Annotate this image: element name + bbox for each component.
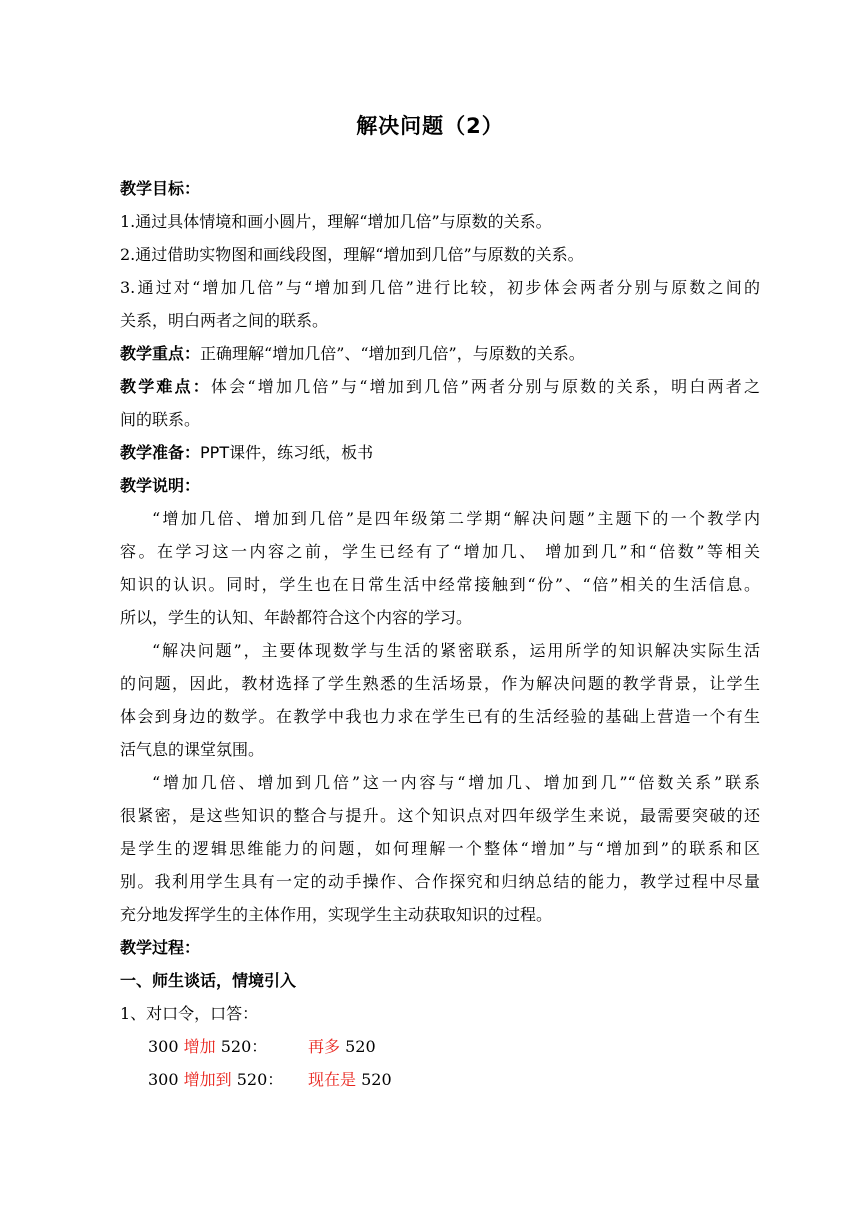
key-point [120, 337, 760, 370]
drill-row [120, 1063, 760, 1096]
objective-item: 3.通过对“增加几倍”与“增加到几倍”进行比较，初步体会两者分别与原数之间的 [120, 278, 760, 297]
key-point-label: 教学重点： [120, 344, 201, 363]
preparation-ppt: PPT [200, 443, 230, 462]
drill-answer-number: 520 [340, 1037, 376, 1056]
key-point-text: 正确理解“增加几倍”、“增加到几倍”，与原数的关系。 [200, 344, 585, 363]
paragraph-line: 充分地发挥学生的主体作用，实现学生主动获取知识的过程。 [120, 905, 553, 924]
drill-answer [308, 1030, 376, 1063]
preparation-text: 课件，练习纸，板书 [229, 443, 374, 462]
objective-item: 2.通过借助实物图和画线段图，理解“增加到几倍”与原数的关系。 [120, 245, 584, 264]
paragraph-line: “增加几倍、增加到几倍”这一内容与“增加几、增加到几”“倍数关系”联系 [152, 773, 760, 792]
drill-question [120, 1063, 308, 1096]
drill-question [120, 1030, 308, 1063]
objectives-heading: 教学目标： [120, 179, 201, 198]
paragraph-line: 容。在学习这一内容之前，学生已经有了“增加几、 增加到几”和“倍数”等相关 [120, 542, 760, 561]
document-body [120, 172, 760, 1096]
drill-answer-number: 520 [356, 1070, 392, 1089]
preparation [120, 436, 760, 469]
process-item: 1、对口令，口答： [120, 1004, 259, 1023]
explanation-heading: 教学说明： [120, 476, 201, 495]
page-title: 解决问题（2） [356, 114, 504, 138]
difficulty-continued: 间的联系。 [120, 410, 201, 429]
paragraph-line: “解决问题”，主要体现数学与生活的紧密联系，运用所学的知识解决实际生活 [152, 641, 760, 660]
paragraph-line: 很紧密，是这些知识的整合与提升。这个知识点对四年级学生来说，最需要突破的还 [120, 806, 760, 825]
paragraph-line: 是学生的逻辑思维能力的问题，如何理解一个整体“增加”与“增加到”的联系和区 [120, 839, 760, 858]
objective-item: 1.通过具体情境和画小圆片，理解“增加几倍”与原数的关系。 [120, 212, 552, 231]
section-heading: 一、师生谈话，情境引入 [120, 971, 297, 990]
paragraph-line: “增加几倍、增加到几倍”是四年级第二学期“解决问题”主题下的一个教学内 [152, 509, 760, 528]
paragraph-line: 别。我利用学生具有一定的动手操作、合作探究和归纳总结的能力，教学过程中尽量 [120, 872, 760, 891]
difficulty [120, 370, 760, 403]
drill-operation: 增加 [183, 1037, 216, 1056]
paragraph-line: 的问题，因此，教材选择了学生熟悉的生活场景，作为解决问题的教学背景，让学生 [120, 674, 760, 693]
process-heading: 教学过程： [120, 938, 201, 957]
preparation-label: 教学准备： [120, 443, 201, 462]
drill-operand: 520： [215, 1037, 268, 1056]
drill-answer-word: 再多 [308, 1037, 341, 1056]
paragraph-line: 所以，学生的认知、年龄都符合这个内容的学习。 [120, 608, 473, 627]
objective-item: 关系，明白两者之间的联系。 [120, 311, 329, 330]
difficulty-label: 教学难点： [120, 377, 212, 396]
drill-answer-word: 现在是 [308, 1070, 357, 1089]
drill-number: 300 [148, 1070, 184, 1089]
difficulty-text: 体会“增加几倍”与“增加到几倍”两者分别与原数的关系，明白两者之 [211, 377, 760, 396]
drill-operand: 520： [231, 1070, 284, 1089]
paragraph-line: 活气息的课堂氛围。 [120, 740, 265, 759]
paragraph-line: 知识的认识。同时，学生也在日常生活中经常接触到“份”、“倍”相关的生活信息。 [120, 575, 760, 594]
drill-operation: 增加到 [183, 1070, 232, 1089]
drill-row [120, 1030, 760, 1063]
drill-number: 300 [148, 1037, 184, 1056]
paragraph-line: 体会到身边的数学。在教学中我也力求在学生已有的生活经验的基础上营造一个有生 [120, 707, 760, 726]
drill-answer [308, 1063, 392, 1096]
